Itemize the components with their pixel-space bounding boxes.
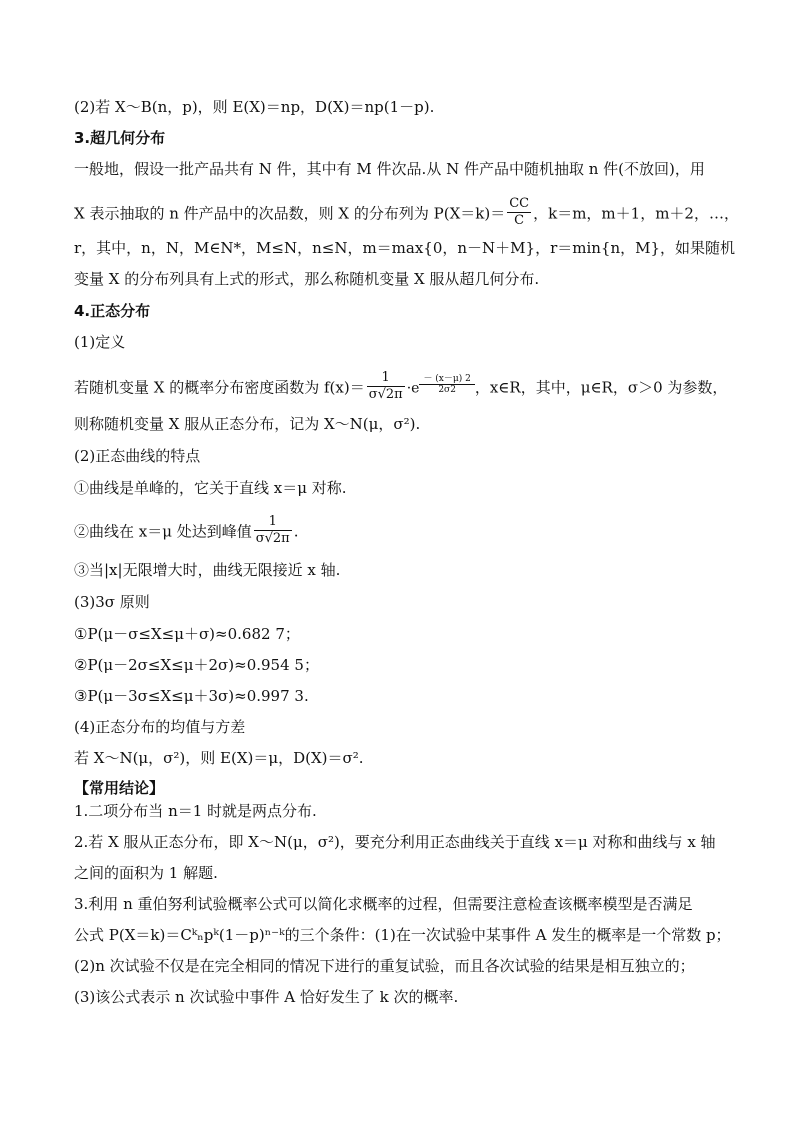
text-segment: X 表示抽取的 n 件产品中的次品数，则 X 的分布列为 P(X＝k)＝ bbox=[74, 204, 506, 223]
conclusion-2-line-2: 之间的面积为 1 解题. bbox=[74, 864, 218, 882]
sigma-rule-2: ②P(μ－2σ≤X≤μ＋2σ)≈0.954 5； bbox=[74, 656, 319, 674]
hypergeometric-definition-line-3: r，其中，n，N，M∈N*，M≤N，n≤N，m＝max{0，n－N＋M}，r＝min{n，M}，如果随机 bbox=[74, 239, 736, 257]
conclusion-3-line-4: (3)该公式表示 n 次试验中事件 A 恰好发生了 k 次的概率. bbox=[74, 988, 459, 1006]
fraction-numerator: CC bbox=[509, 196, 530, 211]
exp-base: ·e bbox=[406, 380, 420, 397]
text-segment: . bbox=[293, 522, 299, 541]
conclusion-3-line-3: (2)n 次试验不仅是在完全相同的情况下进行的重复试验，而且各次试验的结果是相互独立的； bbox=[74, 957, 695, 975]
hypergeometric-fraction bbox=[507, 196, 531, 229]
normal-notation-line: 则称随机变量 X 服从正态分布，记为 X～N(μ，σ²). bbox=[74, 415, 421, 433]
section-common-conclusions: 【常用结论】 bbox=[74, 779, 165, 797]
section-hypergeometric-heading: 3.超几何分布 bbox=[74, 129, 166, 147]
text-segment: ②曲线在 x＝μ 处达到峰值 bbox=[74, 522, 252, 541]
hypergeometric-definition-line-1: 一般地，假设一批产品共有 N 件，其中有 M 件次品.从 N 件产品中随机抽取 n 件(不放回)，用 bbox=[74, 160, 705, 178]
text-segment: ，x∈R，其中，μ∈R，σ＞0 为参数， bbox=[474, 378, 728, 397]
curve-feature-2 bbox=[74, 516, 720, 549]
text-segment: 若随机变量 X 的概率分布密度函数为 f(x)＝ bbox=[74, 378, 365, 397]
density-fraction bbox=[367, 370, 405, 403]
exponent-denominator: 2σ2 bbox=[438, 385, 456, 395]
fraction-numerator: 1 bbox=[254, 514, 292, 531]
sigma-rule-1: ①P(μ－σ≤X≤μ＋σ)≈0.682 7； bbox=[74, 625, 300, 643]
fraction-denominator: σ√2π bbox=[368, 387, 403, 402]
fraction-numerator: 1 bbox=[367, 370, 405, 387]
normal-density-formula-line bbox=[74, 370, 728, 405]
subsection-definition: (1)定义 bbox=[74, 333, 126, 351]
sigma-rule-3: ③P(μ－3σ≤X≤μ＋3σ)≈0.997 3. bbox=[74, 687, 309, 705]
text-segment: ，k＝m，m＋1，m＋2，…， bbox=[533, 204, 739, 223]
conclusion-3-line-1: 3.利用 n 重伯努利试验概率公式可以简化求概率的过程，但需要注意检查该概率模型是否满足 bbox=[74, 895, 693, 913]
hypergeometric-definition-line-4: 变量 X 的分布列具有上式的形式，那么称随机变量 X 服从超几何分布. bbox=[74, 270, 540, 288]
exponent-numerator: － (x－μ) 2 bbox=[419, 374, 474, 385]
conclusion-1: 1.二项分布当 n＝1 时就是两点分布. bbox=[74, 802, 317, 820]
fraction-denominator: σ√2π bbox=[255, 531, 290, 546]
conclusion-2-line-1: 2.若 X 服从正态分布，即 X～N(μ，σ²)，要充分利用正态曲线关于直线 x＝μ 对称和曲线与 x 轴 bbox=[74, 833, 716, 851]
hypergeometric-definition-line-2 bbox=[74, 196, 739, 231]
peak-fraction bbox=[254, 514, 292, 547]
subsection-curve-features: (2)正态曲线的特点 bbox=[74, 447, 201, 465]
exponent-fraction bbox=[419, 374, 474, 395]
subsection-3sigma: (3)3σ 原则 bbox=[74, 593, 150, 611]
normal-mean-variance: 若 X～N(μ，σ²)，则 E(X)＝μ，D(X)＝σ². bbox=[74, 749, 364, 767]
section-normal-heading: 4.正态分布 bbox=[74, 302, 151, 320]
curve-feature-1: ①曲线是单峰的，它关于直线 x＝μ 对称. bbox=[74, 479, 347, 497]
binomial-expectation-variance: (2)若 X～B(n，p)，则 E(X)＝np，D(X)＝np(1－p). bbox=[74, 98, 435, 116]
conclusion-3-line-2: 公式 P(X＝k)＝Cᵏₙpᵏ(1－p)ⁿ⁻ᵏ的三个条件：(1)在一次试验中某事件 A 发生的概率是一个常数 p； bbox=[74, 926, 731, 944]
subsection-mean-variance: (4)正态分布的均值与方差 bbox=[74, 718, 246, 736]
fraction-denominator: C bbox=[514, 213, 525, 228]
curve-feature-3: ③当|x|无限增大时，曲线无限接近 x 轴. bbox=[74, 561, 341, 579]
